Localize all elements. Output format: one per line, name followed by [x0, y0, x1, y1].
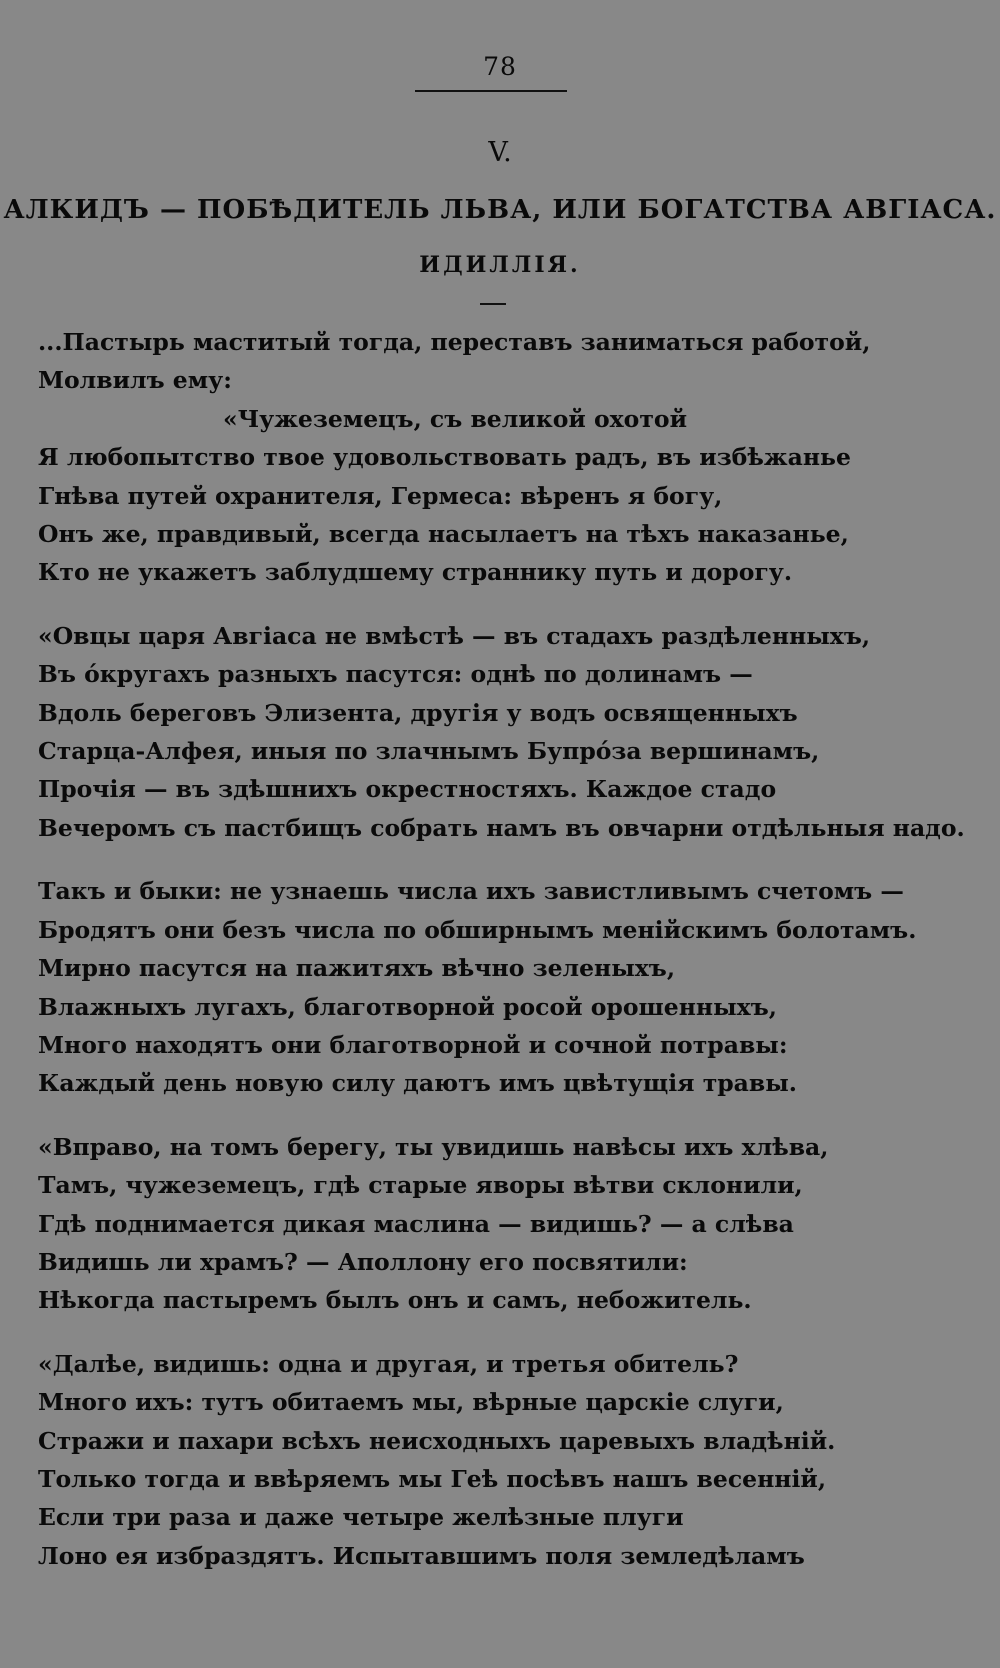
verse-line: Въ óкругахъ разныхъ пасутся: однѣ по долинамъ —	[38, 660, 753, 689]
verse-line: Видишь ли храмъ? — Аполлону его посвятили:	[38, 1247, 688, 1276]
verse-line: Онъ же, правдивый, всегда насылаетъ на тѣхъ наказанье,	[38, 520, 849, 549]
verse-line: Гнѣва путей охранителя, Гермеса: вѣренъ я богу,	[38, 481, 723, 510]
verse-line: Вечеромъ съ пастбищъ собрать намъ въ овчарни отдѣльныя надо.	[38, 813, 965, 842]
stanza	[38, 323, 968, 592]
stanza	[38, 1128, 968, 1320]
verse-line: Влажныхъ лугахъ, благотворной росой орошенныхъ,	[38, 992, 777, 1021]
verse-line: Мирно пасутся на пажитяхъ вѣчно зеленыхъ,	[38, 954, 676, 983]
verse-line: Старца-Алфея, иныя по злачнымъ Бупрóза вершинамъ,	[38, 737, 820, 766]
verse-line: Гдѣ поднимается дикая маслина — видишь? — а слѣва	[38, 1209, 794, 1238]
poem-subtitle: ИДИЛЛІЯ.	[419, 252, 581, 278]
stanza	[38, 1345, 968, 1575]
page-number-rule	[415, 90, 567, 92]
chapter-number: V.	[488, 137, 512, 168]
verse-line: Молвилъ ему:	[38, 366, 232, 395]
verse-line: «Овцы царя Авгіаса не вмѣстѣ — въ стадахъ раздѣленныхъ,	[38, 621, 871, 650]
verse-line: «Вправо, на томъ берегу, ты увидишь навѣсы ихъ хлѣва,	[38, 1132, 829, 1161]
poem-text	[38, 323, 968, 1600]
verse-line: Много находятъ они благотворной и сочной потравы:	[38, 1030, 788, 1059]
verse-line: Нѣкогда пастыремъ былъ онъ и самъ, небожитель.	[38, 1286, 752, 1315]
verse-line: Только тогда и ввѣряемъ мы Геѣ посѣвъ нашъ весенній,	[38, 1464, 827, 1493]
verse-line: Вдоль береговъ Элизента, другія у водъ освященныхъ	[38, 698, 798, 727]
verse-line: Прочія — въ здѣшнихъ окрестностяхъ. Каждое стадо	[38, 775, 777, 804]
verse-line: «Чужеземецъ, съ великой охотой	[223, 404, 688, 433]
section-dash	[480, 303, 506, 305]
verse-line: ...Пастырь маститый тогда, переставъ заниматься работой,	[38, 328, 871, 356]
stanza	[38, 617, 968, 847]
verse-line: Много ихъ: тутъ обитаемъ мы, вѣрные царскіе слуги,	[38, 1388, 784, 1417]
verse-line: Я любопытство твое удовольствовать радъ, въ избѣжанье	[38, 443, 851, 472]
verse-line: Бродятъ они безъ числа по обширнымъ менійскимъ болотамъ.	[38, 915, 917, 944]
stanza	[38, 872, 968, 1102]
verse-line: Такъ и быки: не узнаешь числа ихъ завистливымъ счетомъ —	[38, 877, 904, 906]
verse-line: Если три раза и даже четыре желѣзные плуги	[38, 1503, 684, 1532]
verse-line: Каждый день новую силу даютъ имъ цвѣтущія травы.	[38, 1069, 797, 1098]
verse-line: «Далѣе, видишь: одна и другая, и третья обитель?	[38, 1349, 739, 1378]
verse-line: Кто не укажетъ заблудшему страннику путь и дорогу.	[38, 558, 793, 587]
verse-line: Лоно ея избраздятъ. Испытавшимъ поля земледѣламъ	[38, 1541, 805, 1570]
poem-title: АЛКИДЪ — ПОБѢДИТЕЛЬ ЛЬВА, ИЛИ БОГАТСТВА АВГІАСА.	[3, 195, 997, 225]
verse-line: Тамъ, чужеземецъ, гдѣ старые яворы вѣтви склонили,	[38, 1171, 803, 1200]
verse-line: Стражи и пахари всѣхъ неисходныхъ царевыхъ владѣній.	[38, 1426, 836, 1455]
page-number: 78	[483, 52, 517, 81]
